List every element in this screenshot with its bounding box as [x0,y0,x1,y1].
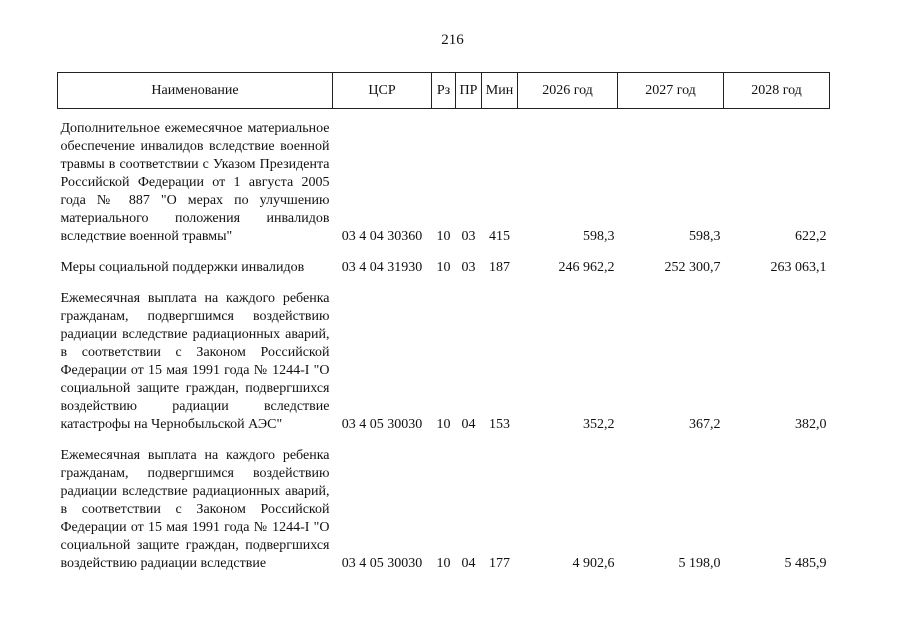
header-2026: 2026 год [518,73,618,109]
header-2028: 2028 год [724,73,830,109]
row-pr: 03 [461,260,476,275]
row-rz: 10 [436,229,451,244]
row-name: Ежемесячная выплата на каждого ребенка гражданам, подвергшимся воздействию радиации вследствие радиационных аварий, в соответствии с Законом Российской Федерации от 15 мая 1991 года № 1244-I "О социальной защите граждан, подвергшихся воздействию радиации вследствие катастрофы на Чернобыльской АЭС" [60,291,330,432]
row-2028: 263 063,1 [770,260,827,275]
table-row [58,290,830,447]
row-2027: 367,2 [689,417,721,432]
row-2026: 352,2 [583,417,615,432]
table-row [58,447,830,573]
row-2026: 246 962,2 [558,260,615,275]
row-min: 187 [489,260,510,275]
header-pr: ПР [456,73,482,109]
header-name: Наименование [58,73,333,109]
row-2028: 5 485,9 [784,556,827,571]
row-csr: 03 4 05 30030 [341,417,423,432]
row-pr: 04 [461,417,476,432]
row-csr: 03 4 04 30360 [341,229,423,244]
row-2028: 382,0 [795,417,827,432]
row-min: 177 [489,556,510,571]
header-min: Мин [482,73,518,109]
row-rz: 10 [436,260,451,275]
row-pr: 04 [461,556,476,571]
row-rz: 10 [436,417,451,432]
row-2027: 252 300,7 [664,260,721,275]
row-2027: 598,3 [689,229,721,244]
budget-table [57,72,830,573]
header-2027: 2027 год [618,73,724,109]
row-2027: 5 198,0 [678,556,721,571]
row-name: Дополнительное ежемесячное материальное обеспечение инвалидов вследствие военной травмы в соответствии с Указом Президента Российской Федерации от 1 августа 2005 года № 887 "О мерах по улучшению материального положения инвалидов вследствие военной травмы" [60,121,330,244]
table-row [58,109,830,260]
row-name: Меры социальной поддержки инвалидов [60,260,305,275]
row-rz: 10 [436,556,451,571]
header-csr: ЦСР [333,73,432,109]
row-2026: 4 902,6 [572,556,615,571]
row-2026: 598,3 [583,229,615,244]
row-2028: 622,2 [795,229,827,244]
row-min: 153 [489,417,510,432]
page-number: 216 [441,32,464,48]
table-row [58,259,830,290]
row-pr: 03 [461,229,476,244]
row-name: Ежемесячная выплата на каждого ребенка гражданам, подвергшимся воздействию радиации вследствие радиационных аварий, в соответствии с Законом Российской Федерации от 15 мая 1991 года № 1244-I "О социальной защите граждан, подвергшихся воздействию радиации вследствие [60,448,330,571]
row-min: 415 [489,229,510,244]
row-csr: 03 4 04 31930 [341,260,423,275]
row-csr: 03 4 05 30030 [341,556,423,571]
header-rz: Рз [432,73,456,109]
table-header-row [58,73,830,109]
